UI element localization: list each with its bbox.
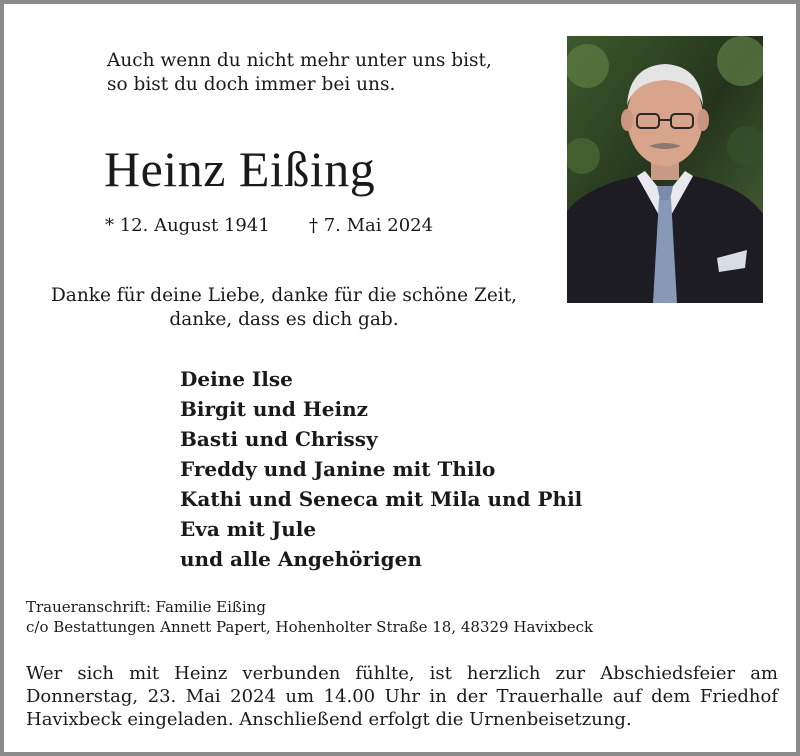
- mourner-entry: Eva mit Jule: [180, 517, 317, 541]
- thanks-text: [44, 284, 524, 332]
- obituary-notice: [4, 4, 796, 752]
- thanks-line-1: Danke für deine Liebe, danke für die schöne Zeit,: [50, 285, 518, 306]
- address-line-1: Traueranschrift: Familie Eißing: [26, 598, 266, 616]
- portrait-photo: [567, 36, 763, 303]
- deceased-name: Heinz Eißing: [104, 141, 376, 197]
- death-date: † 7. Mai 2024: [309, 215, 434, 236]
- address-line-2: c/o Bestattungen Annett Papert, Hohenholter Straße 18, 48329 Havixbeck: [26, 618, 594, 636]
- birth-date: * 12. August 1941: [105, 215, 270, 236]
- mourner-entry: Deine Ilse: [180, 367, 293, 391]
- mourner-entry: Kathi und Seneca mit Mila und Phil: [180, 487, 583, 511]
- mourner-entry: und alle Angehörigen: [180, 547, 422, 571]
- thanks-line-2: danke, dass es dich gab.: [169, 309, 399, 330]
- mourners-list: [180, 364, 582, 574]
- funeral-invitation: Wer sich mit Heinz verbunden fühlte, ist herzlich zur Abschiedsfeier am Donnerstag, 23. Mai 2024 um 14.00 Uhr in der Trauerhalle auf dem Friedhof Havixbeck eingeladen. Anschließend erfolgt die Urnenbeisetzung.: [26, 663, 778, 730]
- mourner-entry: Birgit und Heinz: [180, 397, 368, 421]
- memorial-verse: [107, 49, 492, 97]
- mourner-entry: Freddy und Janine mit Thilo: [180, 457, 496, 481]
- verse-line-1: Auch wenn du nicht mehr unter uns bist,: [107, 50, 492, 71]
- mourner-entry: Basti und Chrissy: [180, 427, 378, 451]
- verse-line-2: so bist du doch immer bei uns.: [107, 74, 396, 95]
- mourning-address: [26, 597, 593, 637]
